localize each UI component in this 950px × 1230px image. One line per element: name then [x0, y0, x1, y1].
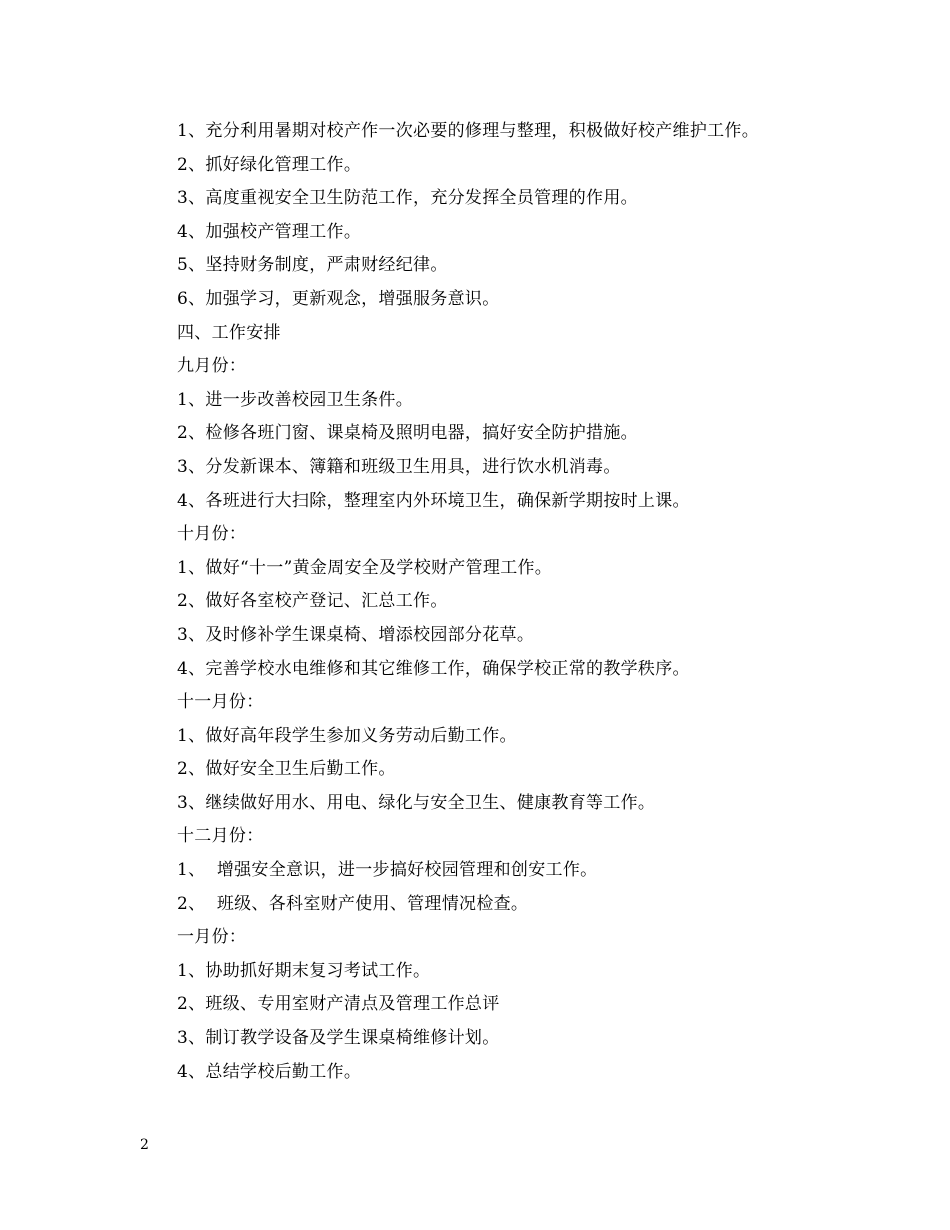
- text-line: 2、检修各班门窗、课桌椅及照明电器，搞好安全防护措施。: [177, 423, 638, 444]
- text-line: 4、各班进行大扫除，整理室内外环境卫生，确保新学期按时上课。: [177, 490, 690, 511]
- month-heading: 一月份：: [177, 927, 247, 948]
- text-line: 2、做好各室校产登记、汇总工作。: [177, 591, 448, 612]
- text-line: 3、继续做好用水、用电、绿化与安全卫生、健康教育等工作。: [177, 792, 656, 813]
- month-heading: 九月份：: [177, 356, 247, 377]
- text-line: 1、协助抓好期末复习考试工作。: [177, 960, 431, 981]
- text-line: 3、及时修补学生课桌椅、增添校园部分花草。: [177, 624, 535, 645]
- text-line: 3、分发新课本、簿籍和班级卫生用具，进行饮水机消毒。: [177, 456, 621, 477]
- text-line: 1、做好“十一”黄金周安全及学校财产管理工作。: [177, 557, 553, 578]
- text-line: 3、制订教学设备及学生课桌椅维修计划。: [177, 1028, 500, 1049]
- text-line: 1、 增强安全意识，进一步搞好校园管理和创安工作。: [177, 860, 598, 881]
- text-line: 1、做好高年段学生参加义务劳动后勤工作。: [177, 725, 517, 746]
- month-heading: 十月份：: [177, 524, 247, 545]
- text-line: 2、班级、专用室财产清点及管理工作总评: [177, 994, 500, 1015]
- text-line: 4、完善学校水电维修和其它维修工作，确保学校正常的教学秩序。: [177, 658, 690, 679]
- month-heading: 十一月份：: [177, 692, 264, 713]
- section-heading: 四、工作安排: [177, 322, 281, 343]
- text-line: 1、充分利用暑期对校产作一次必要的修理与整理，积极做好校产维护工作。: [177, 121, 760, 141]
- page-number: 2: [140, 1137, 149, 1153]
- text-line: 5、坚持财务制度，严肃财经纪律。: [177, 255, 448, 276]
- text-line: 4、加强校产管理工作。: [177, 221, 362, 242]
- month-heading: 十二月份：: [177, 826, 264, 847]
- text-line: 2、抓好绿化管理工作。: [177, 154, 362, 175]
- document-body: [177, 115, 877, 1089]
- text-line: 1、进一步改善校园卫生条件。: [177, 389, 414, 410]
- text-line: 2、 班级、各科室财产使用、管理情况检查。: [177, 893, 529, 914]
- text-line: 3、高度重视安全卫生防范工作，充分发挥全员管理的作用。: [177, 188, 638, 209]
- text-line: 4、总结学校后勤工作。: [177, 1061, 362, 1082]
- text-line: 2、做好安全卫生后勤工作。: [177, 759, 396, 780]
- text-line: 6、加强学习，更新观念，增强服务意识。: [177, 288, 500, 309]
